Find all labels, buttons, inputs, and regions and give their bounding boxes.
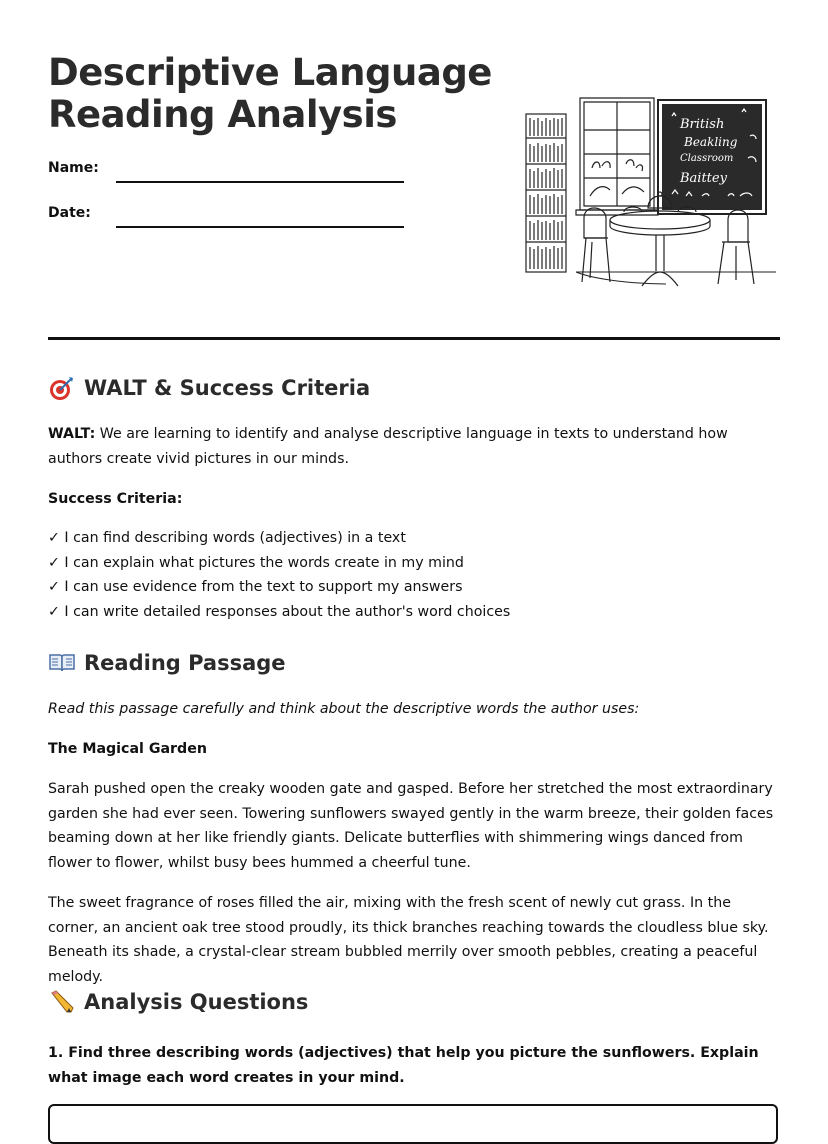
book-icon	[48, 650, 76, 676]
passage-title: The Magical Garden	[48, 741, 207, 757]
question-1-text: 1. Find three describing words (adjectives) that help you picture the sunflowers. Explain what image each word creates in your mind.	[48, 1045, 759, 1086]
title-line-2: Reading Analysis	[48, 93, 397, 136]
questions-heading-text: Analysis Questions	[84, 990, 309, 1014]
criteria-item: ✓ I can write detailed responses about the author's word choices	[48, 603, 511, 620]
walt-heading-text: WALT & Success Criteria	[84, 376, 371, 400]
walt-statement	[48, 422, 780, 471]
criteria-item: ✓ I can find describing words (adjectives) in a text	[48, 530, 406, 546]
walt-text: We are learning to identify and analyse descriptive language in texts to understand how authors create vivid pictures in our minds.	[48, 426, 728, 467]
questions-heading	[48, 989, 308, 1015]
walt-label: WALT:	[48, 426, 96, 442]
svg-text:Beakling: Beakling	[684, 135, 738, 149]
page-title	[48, 52, 508, 136]
walt-heading	[48, 375, 370, 401]
svg-text:British: British	[680, 117, 725, 132]
header-divider	[48, 337, 780, 340]
criteria-label: Success Criteria:	[48, 491, 183, 507]
svg-text:Baittey: Baittey	[680, 171, 727, 186]
criteria-item: ✓ I can explain what pictures the words create in my mind	[48, 554, 464, 571]
question-1-answer-box[interactable]	[48, 1104, 778, 1144]
target-icon	[48, 375, 76, 401]
passage-paragraph-2: The sweet fragrance of roses filled the air, mixing with the fresh scent of newly cut grass. In the corner, an ancient oak tree stood proudly, its thick branches reaching towards the cloudless blue sky. Beneath its shade, a crystal-clear stream bubbled merrily over smooth pebbles, creating a peaceful melody.	[48, 895, 769, 985]
name-label: Name:	[48, 160, 99, 176]
name-field[interactable]	[116, 181, 404, 183]
passage-paragraph-1: Sarah pushed open the creaky wooden gate and gasped. Before her stretched the most extraordinary garden she had ever seen. Towering sunflowers swayed gently in the warm breeze, their golden faces beaming down at her like friendly giants. Delicate butterflies with shimmering wings danced from flower to flower, whilst busy bees hummed a cheerful tune.	[48, 781, 774, 871]
reading-heading	[48, 650, 286, 676]
criteria-item: ✓ I can use evidence from the text to support my answers	[48, 579, 463, 596]
criteria-list	[48, 526, 510, 624]
date-field[interactable]	[116, 226, 404, 228]
title-line-1: Descriptive Language	[48, 51, 492, 94]
classroom-illustration	[522, 96, 776, 298]
reading-heading-text: Reading Passage	[84, 651, 286, 675]
date-label: Date:	[48, 205, 91, 221]
pencil-icon	[48, 989, 76, 1015]
reading-instruction: Read this passage carefully and think about the descriptive words the author uses:	[48, 701, 640, 717]
svg-text:Classroom: Classroom	[680, 153, 734, 164]
